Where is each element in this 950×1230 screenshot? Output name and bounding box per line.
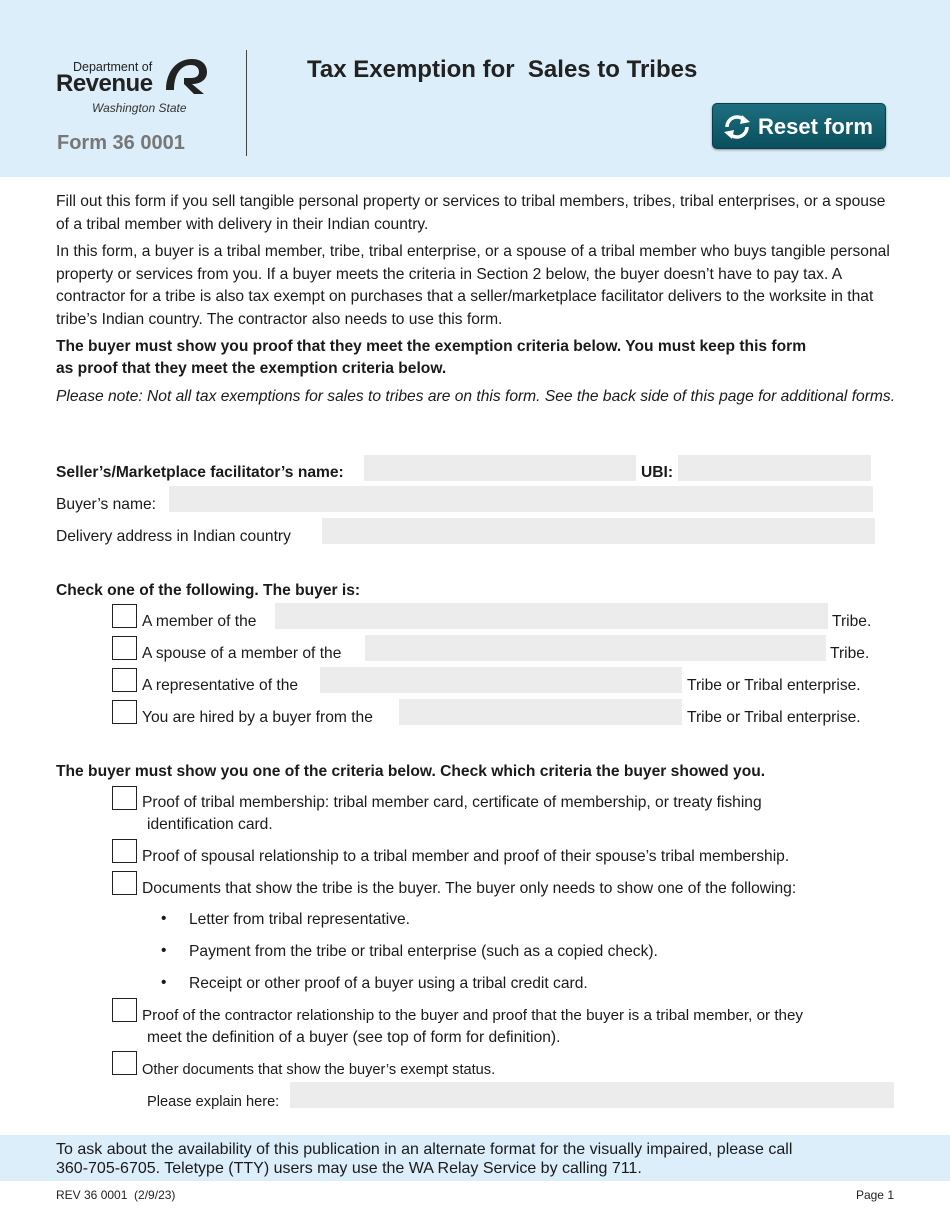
delivery-address-label: Delivery address in Indian country — [56, 528, 291, 545]
section2-heading: The buyer must show you one of the criteria below. Check which criteria the buyer showed you. — [56, 763, 766, 780]
criteria-contractor-line1: Proof of the contractor relationship to the buyer and proof that the buyer is a tribal member, or they — [142, 1007, 804, 1024]
explain-input[interactable] — [290, 1082, 894, 1108]
reset-form-label: Reset form — [758, 114, 873, 139]
bullet-item-3: Receipt or other proof of a buyer using a tribal credit card. — [189, 975, 588, 992]
checkbox-tribal-member[interactable] — [112, 604, 137, 628]
buyer-name-input[interactable] — [169, 486, 873, 512]
checkbox-proof-spousal[interactable] — [112, 839, 137, 863]
revision-code: REV 36 0001 (2/9/23) — [56, 1188, 176, 1202]
opt-hired-label: You are hired by a buyer from the — [142, 709, 373, 726]
logo-emblem-icon — [162, 56, 208, 96]
intro-paragraph-2: In this form, a buyer is a tribal member, tribe, tribal enterprise, or a spouse of a tribal member who buys tangible personal property or services from you. If a buyer meets the criteria in Section 2 below, the buyer doesn’t have to pay tax. A contractor for a tribe is also tax exempt on purchases that a seller/marketplace facilitator delivers to the worksite in that tribe’s Indian country. The contractor also needs to use this form. — [56, 243, 890, 328]
accessibility-notice — [56, 1140, 926, 1178]
checkbox-other-documents[interactable] — [112, 1051, 137, 1075]
accessibility-line-1: To ask about the availability of this publication in an alternate format for the visually impaired, please call — [56, 1141, 793, 1158]
dor-logo — [56, 56, 211, 118]
seller-name-input[interactable] — [364, 455, 636, 481]
bullet-item-1: Letter from tribal representative. — [189, 911, 411, 928]
tribe-name-input-3[interactable] — [320, 667, 682, 693]
tribe-name-input-2[interactable] — [365, 635, 826, 661]
logo-revenue-text: Revenue — [56, 70, 153, 97]
opt-tribal-member-label: A member of the — [142, 613, 257, 630]
bullet-1-icon: • — [161, 910, 167, 927]
page-number: Page 1 — [855, 1188, 894, 1202]
ubi-label: UBI: — [641, 464, 674, 481]
checkbox-representative[interactable] — [112, 668, 137, 692]
criteria-other-label: Other documents that show the buyer’s exempt status. — [142, 1062, 496, 1078]
tribe-name-input-1[interactable] — [275, 603, 828, 629]
page-title: Tax Exemption for Sales to Tribes — [307, 56, 698, 83]
criteria-spousal-label: Proof of spousal relationship to a tribal member and proof of their spouse’s tribal membership. — [142, 848, 790, 865]
seller-name-label: Seller’s/Marketplace facilitator’s name: — [56, 464, 344, 481]
criteria-membership-line1: Proof of tribal membership: tribal member card, certificate of membership, or treaty fishing — [142, 794, 762, 811]
criteria-membership-line2: identification card. — [147, 816, 273, 833]
explain-label: Please explain here: — [147, 1094, 280, 1110]
checkbox-tribe-documents[interactable] — [112, 871, 137, 895]
intro-paragraph-3-line2: as proof that they meet the exemption criteria below. — [56, 360, 447, 377]
opt-hired-suffix: Tribe or Tribal enterprise. — [687, 709, 861, 726]
checkbox-spouse[interactable] — [112, 636, 137, 660]
accessibility-line-2: 360-705-6705. Teletype (TTY) users may use the WA Relay Service by calling 711. — [56, 1160, 642, 1177]
bullet-item-2: Payment from the tribe or tribal enterprise (such as a copied check). — [189, 943, 658, 960]
bullet-2-icon: • — [161, 942, 167, 959]
refresh-icon — [721, 112, 753, 142]
checkbox-hired-contractor[interactable] — [112, 700, 137, 724]
opt-tribal-member-suffix: Tribe. — [832, 613, 872, 630]
checkbox-proof-membership[interactable] — [112, 786, 137, 810]
opt-spouse-suffix: Tribe. — [830, 645, 870, 662]
buyer-name-label: Buyer’s name: — [56, 496, 156, 513]
criteria-tribe-documents-label: Documents that show the tribe is the buyer. The buyer only needs to show one of the following: — [142, 880, 797, 897]
logo-dept-text: Department of — [73, 60, 153, 74]
bullet-3-icon: • — [161, 974, 167, 991]
intro-note: Please note: Not all tax exemptions for sales to tribes are on this form. See the back side of this page for additional forms. — [56, 388, 896, 405]
opt-representative-suffix: Tribe or Tribal enterprise. — [687, 677, 861, 694]
opt-spouse-label: A spouse of a member of the — [142, 645, 342, 662]
intro-paragraph-1: Fill out this form if you sell tangible personal property or services to tribal members, tribes, tribal enterprises, or a spouse of a tribal member with delivery in their Indian country. — [56, 193, 886, 233]
reset-form-button[interactable] — [712, 103, 886, 149]
ubi-input[interactable] — [678, 455, 871, 481]
form-number: Form 36 0001 — [57, 132, 185, 154]
criteria-contractor-line2: meet the definition of a buyer (see top of form for definition). — [147, 1029, 561, 1046]
opt-representative-label: A representative of the — [142, 677, 299, 694]
delivery-address-input[interactable] — [322, 518, 875, 544]
intro-paragraph-3-line1: The buyer must show you proof that they meet the exemption criteria below. You must keep this form — [56, 338, 807, 355]
checkbox-contractor-relationship[interactable] — [112, 998, 137, 1022]
tribe-name-input-4[interactable] — [399, 699, 682, 725]
logo-state-text: Washington State — [92, 101, 187, 115]
header-divider — [246, 50, 247, 156]
section1-heading: Check one of the following. The buyer is: — [56, 582, 361, 599]
